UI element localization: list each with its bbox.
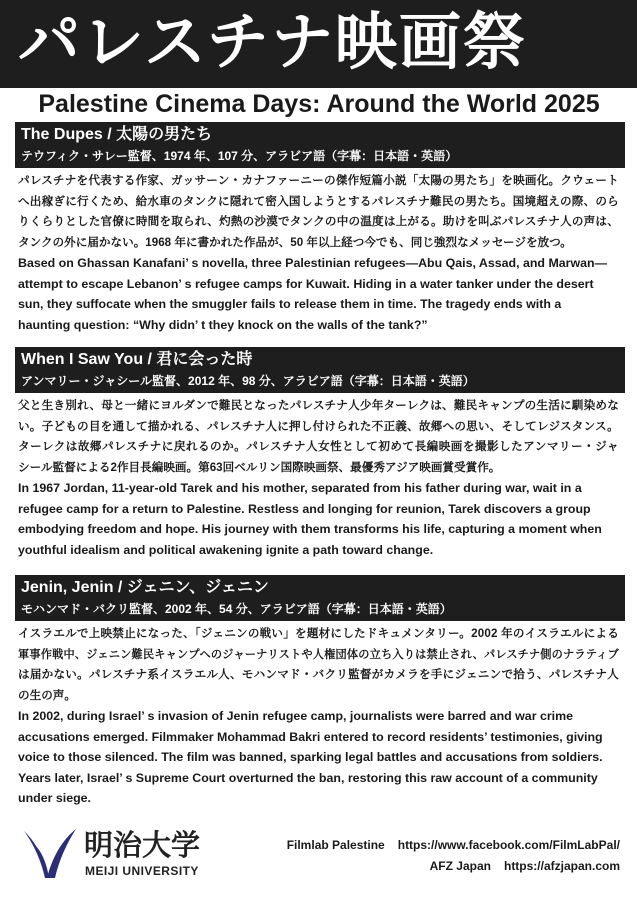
synopsis-en-line: haunting question: “Why didn’ t they knock on the walls of the tank?” [18,317,428,332]
film-header-bar [15,122,625,168]
film-title: Jenin, Jenin / ジェニン、ジェニン [21,579,269,596]
synopsis-en-line: voice to those silenced. The film was banned, sparking legal battles and accusations from soldiers. [18,750,603,764]
film-synopsis [15,624,625,809]
link-row-afz [240,856,620,877]
film-title: The Dupes / 太陽の男たち [21,126,213,143]
synopsis-ja-line: パレスチナを代表する作家、ガッサーン・カナファーニーの傑作短篇小説「太陽の男たち」を映画化。クウェート [18,174,619,187]
synopsis-en-line: refugee camp for a return to Palestine. Restless and longing for reunion, Tarek discovers a group [18,501,591,516]
link-url: https://afzjapan.com [503,859,620,873]
logo-right-blade [47,829,76,878]
synopsis-ja-line: りくらりとした官僚に時間を取られ、灼熱の沙漠でタンクの中の温度は上がる。助けを叫ぶパレスチナ人の声は、 [18,215,619,228]
meiji-university-logo [22,828,78,880]
synopsis-ja-line: は届かない。パレスチナ系イスラエル人、モハンマド・バクリ監督がカメラを手にジェニンで拾う、パレスチナ人 [18,668,619,681]
festival-title-ja: パレスチナ映画祭 [18,8,527,77]
film-credits: アンマリー・ジャシール監督、2012 年、98 分、アラビア語（字幕：日本語・英語） [21,374,475,388]
synopsis-ja-line: シール監督による2作目長編映画。第63回ベルリン国際映画祭、最優秀アジア映画賞受賞作。 [18,460,501,474]
synopsis-ja-line: 父と生き別れ、母と一緒にヨルダンで難民となったパレスチナ人少年ターレクは、難民キャンプの生活に馴染めな [18,399,619,412]
synopsis-ja-line: イスラエルで上映禁止になった、「ジェニンの戦い」を題材にしたドキュメンタリー。2002 年のイスラエルによる [18,627,619,640]
synopsis-en-line: Based on Ghassan Kanafani’ s novella, three Palestinian refugees—Abu Qais, Assad, and Marwan— [18,256,607,270]
film-header-bar [15,575,625,621]
link-label: Filmlab Palestine [286,838,385,852]
footer [0,824,637,884]
university-name-en: MEIJI UNIVERSITY [85,864,199,878]
synopsis-en-line: under siege. [18,791,91,805]
link-label: AFZ Japan [429,859,491,873]
synopsis-ja-line: い。子どもの目を通して描かれる、パレスチナ人に押し付けられた不正義、故郷への思い、そしてレジスタンス。 [18,419,619,433]
synopsis-en-line: In 1967 Jordan, 11-year-old Tarek and his mother, separated from his father during war, wait in a [18,481,582,495]
film-section-jenin-jenin [15,575,625,809]
film-synopsis [15,171,625,335]
synopsis-en-line: youthful idealism and political awakening ignite a path toward change. [18,542,434,557]
film-credits: モハンマド・バクリ監督、2002 年、54 分、アラビア語（字幕：日本語・英語） [21,602,452,616]
film-credits: テウフィク・サレー監督、1974 年、107 分、アラビア語（字幕：日本語・英語） [21,149,458,163]
organizer-links [240,835,620,877]
film-title: When I Saw You / 君に会った時 [21,351,253,368]
title-banner [0,0,637,88]
synopsis-en-line: In 2002, during Israel’ s invasion of Jenin refugee camp, journalists were barred and war crime [18,709,574,723]
synopsis-en-line: embodying freedom and hope. His journey with them transforms his life, capturing a moment when [18,522,602,536]
synopsis-ja-line: タンクの外に届かない。1968 年に書かれた作品が、50 年以上経つ今でも、同じ強烈なメッセージを放つ。 [18,235,572,249]
synopsis-en-line: sun, they suffocate when the smuggler fails to release them in time. The tragedy ends with a [18,297,562,311]
synopsis-en-line: accusations emerged. Filmmaker Mohammad Bakri entered to record residents’ testimonies, giving [18,729,603,744]
synopsis-ja-line: ターレクは故郷パレスチナに戻れるのか。パレスチナ人女性として初めて長編映画を撮影したアンマリー・ジャ [18,440,619,453]
festival-title-en: Palestine Cinema Days: Around the World 2025 [38,90,600,118]
synopsis-ja-line: へ出稼ぎに行くため、給水車のタンクに隠れて密入国しようとするパレスチナ難民の男たち。国境超えの際、のら [18,194,619,208]
synopsis-en-line: Years later, Israel’ s Supreme Court overturned the ban, restoring this raw account of a community [18,770,598,785]
film-section-the-dupes [15,122,625,335]
film-section-when-i-saw-you [15,347,625,560]
link-url: https://www.facebook.com/FilmLabPal/ [397,838,620,852]
university-name-ja: 明治大学 [84,830,201,862]
film-header-bar [15,347,625,393]
synopsis-ja-line: 軍事作戦中、ジェニン難民キャンプへのジャーナリストや人権団体の立ち入りは禁止され、パレスチナ側のナラティブ [18,648,619,661]
synopsis-ja-line: の生の声。 [18,688,76,702]
link-row-filmlab [240,835,620,856]
film-synopsis [15,396,625,560]
synopsis-en-line: attempt to escape Lebanon’ s refugee camps for Kuwait. Hiding in a water tanker under the desert [18,276,594,291]
